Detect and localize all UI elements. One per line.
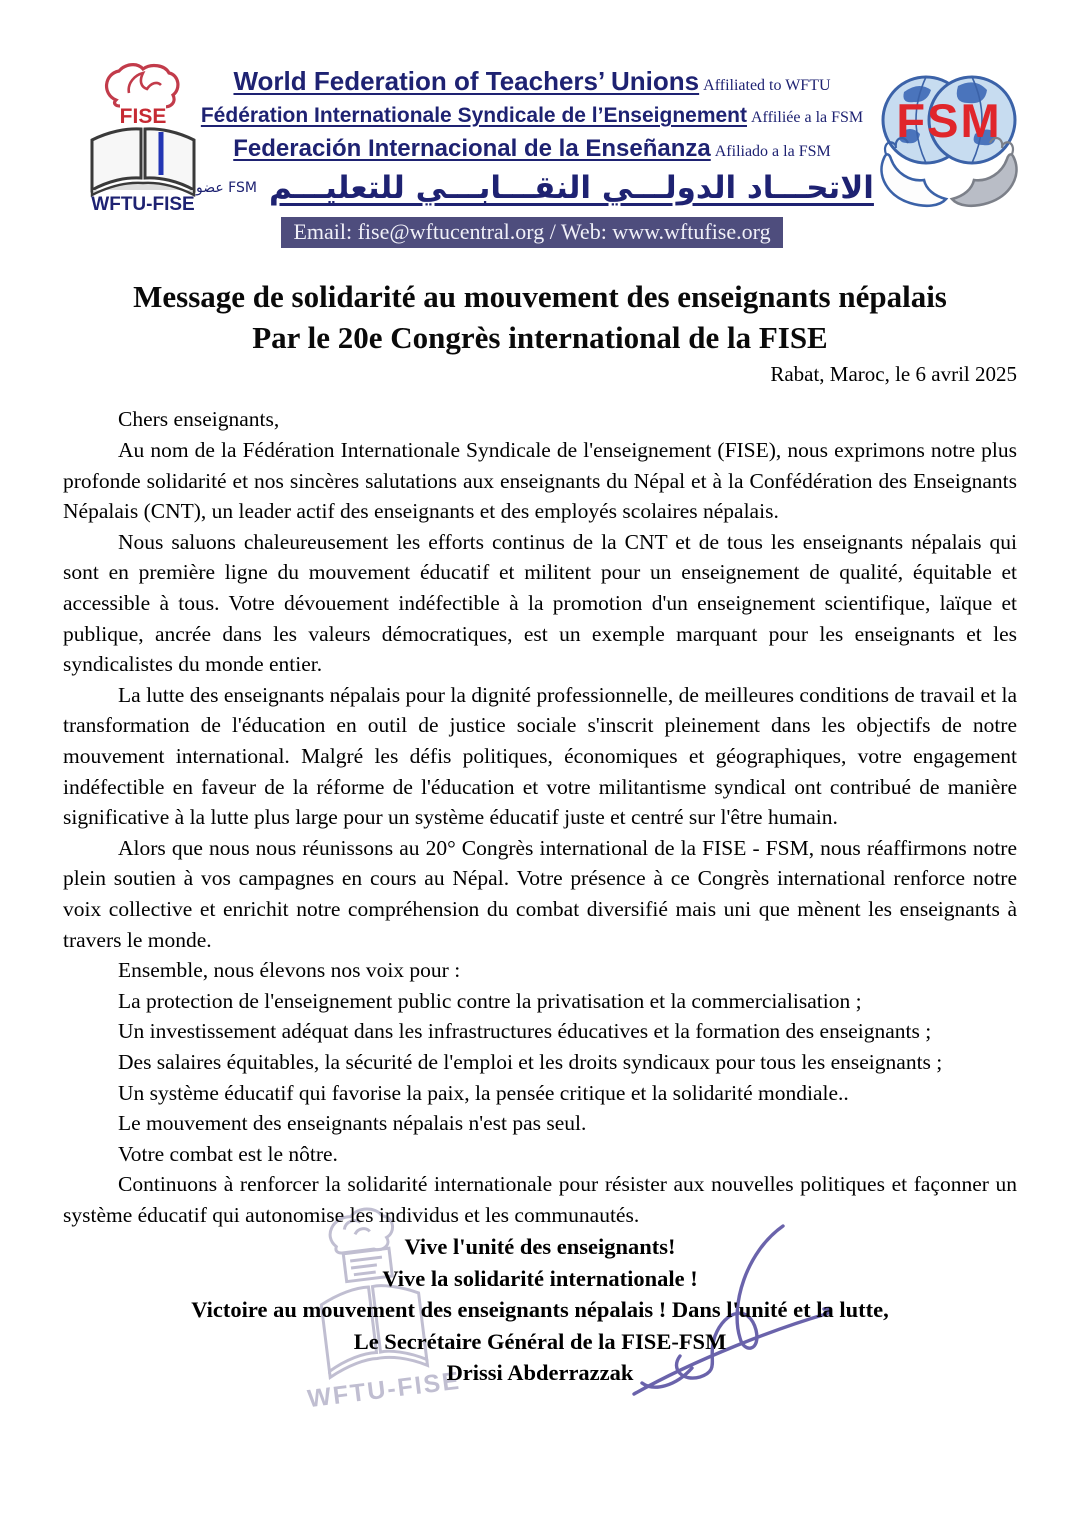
book-left-page bbox=[92, 129, 141, 190]
fsm-label: FSM bbox=[896, 94, 1002, 147]
body-paragraph: Nous saluons chaleureusement les efforts continus de la CNT et de tous les enseignants népalais qui sont en première ligne du mouvement éducatif et militent pour un enseignement de qualité, équitable et accessible à tous. Votre dévouement indéfectible à la promotion d'un enseignement scientifique, laïque et publique, ancrée dans les valeurs démocratiques, est un exemple marquant pour les enseignants et les syndicalistes du monde entier. bbox=[63, 529, 1017, 677]
fsm-globes-hands-icon bbox=[874, 60, 1024, 215]
body-paragraph: La protection de l'enseignement public contre la privatisation et la commercialisation ; bbox=[118, 988, 862, 1013]
fise-box-label: FISE bbox=[119, 105, 167, 128]
contact-bar: Email: fise@wftucentral.org / Web: www.wftufise.org bbox=[281, 217, 782, 248]
dateline: Rabat, Maroc, le 6 avril 2025 bbox=[770, 362, 1017, 387]
fise-logo bbox=[84, 62, 202, 217]
closing-line: Vive la solidarité internationale ! bbox=[382, 1265, 698, 1291]
org-name-arabic-main: الاتحـــاد الدولـــي النقـــابـــي للتعليـــم bbox=[268, 170, 874, 206]
body-paragraph: La lutte des enseignants népalais pour la dignité professionnelle, de meilleures conditions de travail et la transformation de l'éducation en outil de justice sociale s'inscrit pleinement dans les objectifs de notre mouvement international. Malgré les défis politiques, économiques et géographiques, votre engagement indéfectible en faveur de la réforme de l'éducation et votre militantisme syndical ont contribué de manière significative à la lutte plus large pour un système éducatif juste et centré sur l'être humain. bbox=[63, 682, 1017, 830]
body-paragraph: Des salaires équitables, la sécurité de l'emploi et les droits syndicaux pour tous les enseignants ; bbox=[118, 1049, 943, 1074]
fsm-member-note: عضو FSM bbox=[196, 180, 257, 196]
org-name-french-suffix: Affiliée a la FSM bbox=[751, 109, 864, 126]
closing-line: Vive l'unité des enseignants! bbox=[404, 1234, 676, 1260]
org-name-french-main: Fédération Internationale Syndicale de l’Enseignement bbox=[200, 104, 747, 127]
org-name-french bbox=[196, 104, 868, 128]
page-title bbox=[63, 276, 1017, 358]
body-paragraph: Au nom de la Fédération Internationale Syndicale de l'enseignement (FISE), nous exprimons notre plus profonde solidarité et nos sincères salutations aux enseignants du Népal et à la Confédération des Enseignants Népalais (CNT), un leader actif des enseignants et des employés scolaires népalais. bbox=[63, 438, 1017, 524]
org-name-english-suffix: Affiliated to WFTU bbox=[703, 77, 831, 94]
letter-body bbox=[63, 276, 1017, 1389]
org-name-arabic bbox=[196, 170, 874, 206]
org-name-english-main: World Federation of Teachers’ Unions bbox=[233, 66, 700, 96]
closing-line: Drissi Abderrazzak bbox=[446, 1360, 634, 1386]
body-paragraph: Alors que nous nous réunissons au 20° Congrès international de la FISE - FSM, nous réaffirmons notre plein soutien à vos campagnes en cours au Népal. Votre présence à ce Congrès international renforce notre voix collective et enrichit notre compréhension du combat diversifié mais uni que mènent les enseignants à travers le monde. bbox=[63, 835, 1017, 952]
title-line-2: Par le 20e Congrès international de la FISE bbox=[252, 320, 828, 356]
org-name-spanish-main: Federación Internacional de la Enseñanza bbox=[233, 135, 711, 162]
body-paragraph: Votre combat est le nôtre. bbox=[118, 1141, 338, 1166]
body-paragraph: Le mouvement des enseignants népalais n'est pas seul. bbox=[118, 1111, 587, 1136]
fise-book-flame-icon bbox=[84, 62, 202, 212]
paragraphs bbox=[63, 404, 1017, 1230]
body-paragraph: Continuons à renforcer la solidarité internationale pour résister aux nouvelles politiques et façonner un système éducatif qui autonomise les individus et les communautés. bbox=[63, 1172, 1017, 1227]
book-right-page bbox=[145, 129, 194, 190]
org-name-english bbox=[196, 66, 868, 97]
wftu-fise-caption: WFTU-FISE bbox=[91, 194, 195, 212]
body-paragraph: Un investissement adéquat dans les infrastructures éducatives et la formation des enseignants ; bbox=[118, 1019, 932, 1044]
letterhead bbox=[0, 60, 1080, 245]
letterhead-titles bbox=[196, 66, 874, 248]
body-paragraph: Chers enseignants, bbox=[118, 407, 280, 432]
closing-line: Le Secrétaire Général de la FISE-FSM bbox=[353, 1328, 727, 1354]
fsm-logo bbox=[874, 60, 1024, 220]
body-paragraph: Ensemble, nous élevons nos voix pour : bbox=[118, 958, 461, 983]
closing-line: Victoire au mouvement des enseignants népalais ! Dans l'unité et la lutte, bbox=[191, 1297, 889, 1323]
body-paragraph: Un système éducatif qui favorise la paix, la pensée critique et la solidarité mondiale.. bbox=[118, 1080, 849, 1105]
stamp-caption: WFTU-FISE bbox=[305, 1366, 463, 1414]
signature-icon bbox=[628, 1218, 840, 1400]
org-name-spanish bbox=[196, 135, 868, 163]
signature bbox=[628, 1218, 840, 1405]
closing-lines bbox=[63, 1231, 1017, 1389]
title-line-1: Message de solidarité au mouvement des enseignants népalais bbox=[133, 279, 947, 314]
org-name-spanish-suffix: Afiliado a la FSM bbox=[714, 143, 831, 160]
